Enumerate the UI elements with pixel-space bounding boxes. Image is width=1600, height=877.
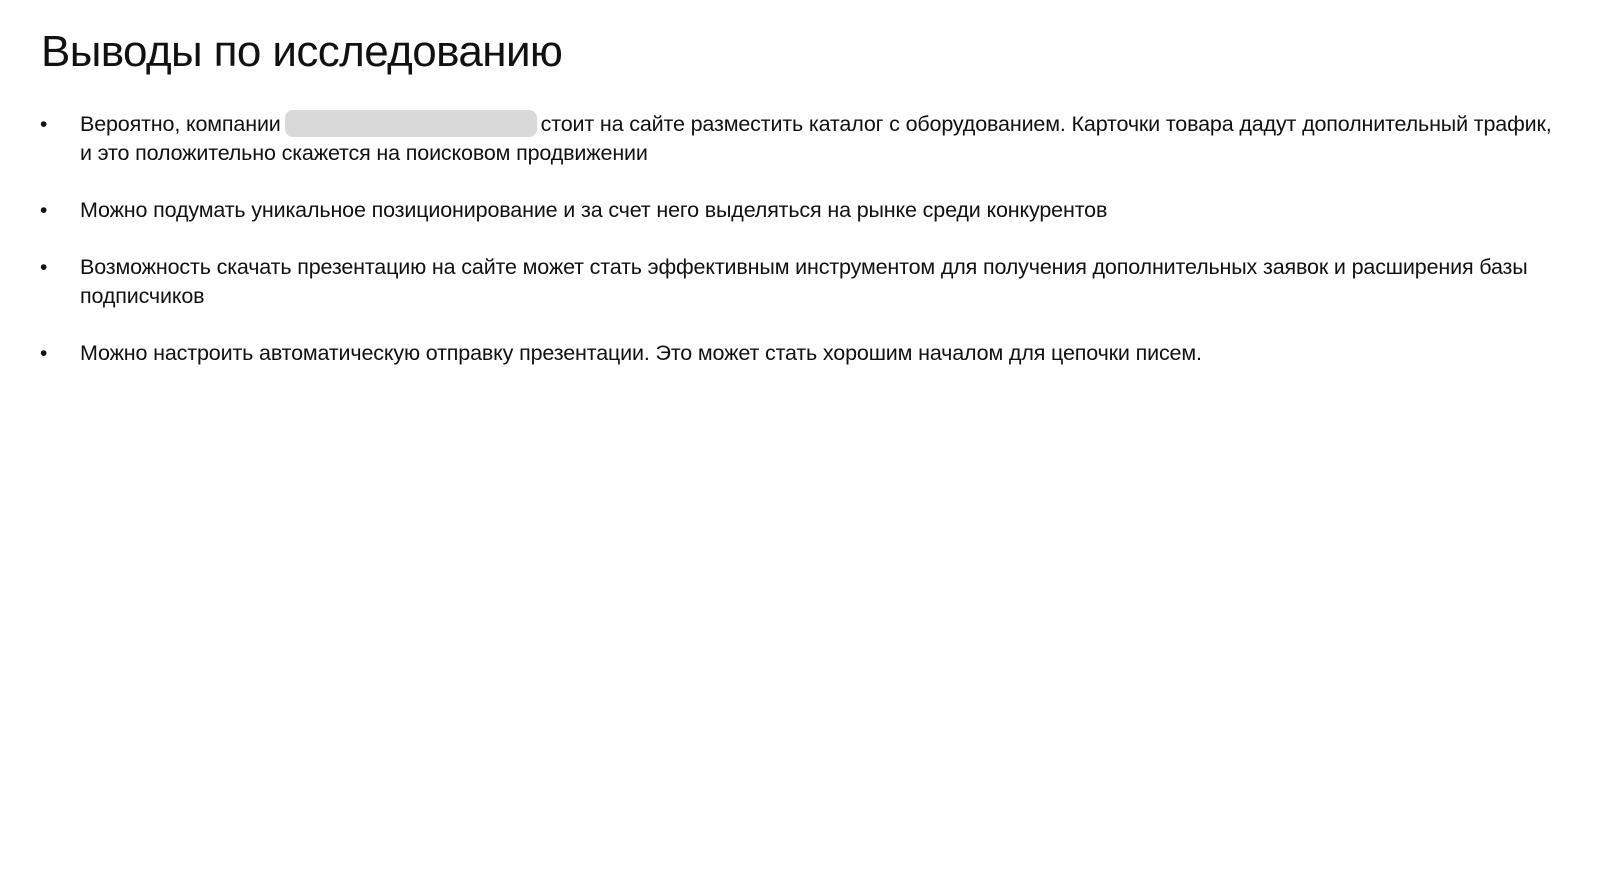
bullet-item-positioning [0,196,1600,225]
bullet-item-email-chain [0,339,1600,368]
bullet-dot-icon: • [40,256,48,279]
redacted-company-name [285,110,537,137]
bullet-text-before-redaction: Вероятно, компании [80,112,281,136]
bullet-dot-icon: • [40,342,48,365]
bullet-dot-icon: • [40,113,48,136]
slide-title: Выводы по исследованию [41,27,563,76]
bullet-item-catalog [0,110,1600,168]
bullet-dot-icon: • [40,199,48,222]
bullet-item-presentation-download [0,253,1600,311]
bullet-text: Можно настроить автоматическую отправку презентации. Это может стать хорошим началом для цепочки писем. [80,341,1202,365]
bullet-list [0,110,1600,368]
bullet-text: Можно подумать уникальное позиционирование и за счет него выделяться на рынке среди конкурентов [80,198,1108,222]
bullet-text: Возможность скачать презентацию на сайте может стать эффективным инструментом для получения дополнительных заявок и расширения базы подписчиков [80,255,1528,308]
bullet-text-after-redaction: стоит на сайте разместить каталог с оборудованием. Карточки товара дадут дополнительный трафик, и это положительно скажется на поисковом продвижении [80,112,1552,165]
